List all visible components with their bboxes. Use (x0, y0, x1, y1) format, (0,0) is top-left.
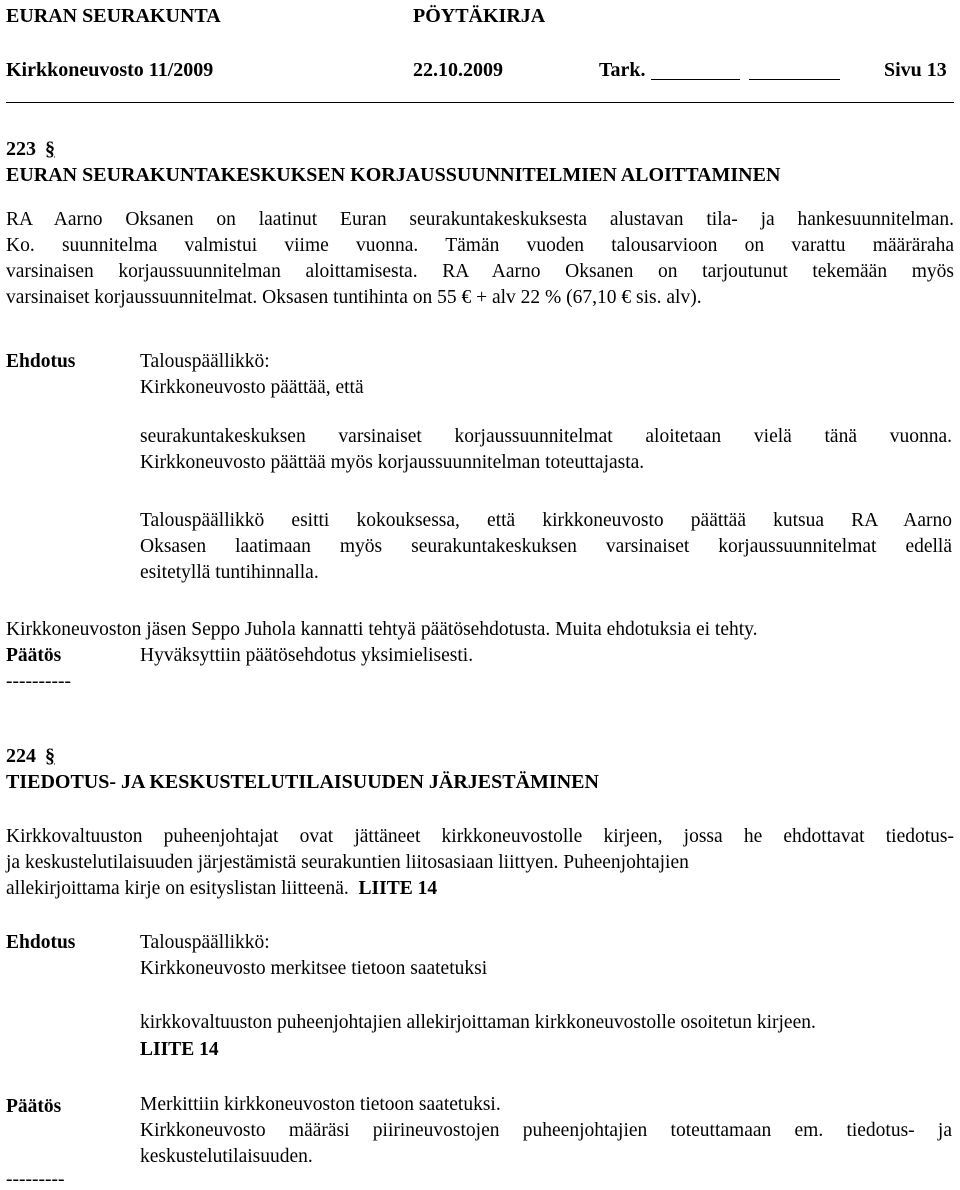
proposal-label: Ehdotus (6, 351, 76, 372)
header-divider (6, 102, 954, 103)
section-number: 223 § (6, 138, 55, 160)
support-text: Kirkkoneuvoston jäsen Seppo Juhola kannatti tehtyä päätösehdotusta. Muita ehdotuksia ei tehty. (6, 619, 758, 640)
org-name: EURAN SEURAKUNTA (6, 5, 221, 27)
page-number: Sivu 13 (884, 59, 947, 81)
doc-type: PÖYTÄKIRJA (413, 5, 546, 27)
proposal-detail: kirkkovaltuuston puheenjohtajien allekirjoittaman kirkkoneuvostolle osoitetun kirjeen. (140, 1012, 816, 1033)
section-number: 224 § (6, 745, 55, 767)
section-separator: --------- (6, 1169, 65, 1190)
decision-text: Hyväksyttiin päätösehdotus yksimielisesti. (140, 645, 474, 666)
signature-line-2 (749, 79, 840, 80)
decision-body: Merkittiin kirkkoneuvoston tietoon saatetuksi. Kirkkoneuvosto määräsi piirineuvostojen puheenjohtajien toteuttamaan em. tiedotus- ja keskustelutilaisuuden. (140, 1094, 952, 1167)
meeting-body: Kirkkoneuvosto 11/2009 (6, 59, 214, 81)
proposal-text: Kirkkoneuvosto merkitsee tietoon saatetuksi (140, 958, 488, 979)
proposal-body: seurakuntakeskuksen varsinaiset korjaussuunnitelmat aloitetaan vielä tänä vuonna. Kirkkoneuvosto päättää myös korjaussuunnitelman toteuttajasta. (140, 426, 952, 473)
section-title: TIEDOTUS- JA KESKUSTELUTILAISUUDEN JÄRJESTÄMINEN (6, 771, 599, 793)
proposal-label: Ehdotus (6, 932, 76, 953)
section-intro: Kirkkovaltuuston puheenjohtajat ovat jättäneet kirkkoneuvostolle kirjeen, jossa he ehdottavat tiedotus- ja keskustelutilaisuuden järjestämistä seurakuntien liitosasiaan liittyen. Puheenjohtajien allekirjoittama kirje on esityslistan liitteenä. LIITE 14 (6, 826, 954, 899)
section-title: EURAN SEURAKUNTAKESKUKSEN KORJAUSSUUNNITELMIEN ALOITTAMINEN (6, 164, 781, 186)
decision-label: Päätös (6, 1096, 62, 1117)
amendment-body: Talouspäällikkö esitti kokouksessa, että kirkkoneuvosto päättää kutsua RA Aarno Oksasen laatimaan myös seurakuntakeskuksen varsinaiset korjaussuunnitelmat edellä esitetyllä tuntihinnalla. (140, 510, 952, 583)
meeting-date: 22.10.2009 (413, 59, 503, 81)
signature-line-1 (651, 79, 740, 80)
proposal-by: Talouspäällikkö: (140, 351, 270, 372)
decision-label: Päätös (6, 645, 62, 666)
proposal-text: Kirkkoneuvosto päättää, että (140, 377, 364, 398)
attachment-ref: LIITE 14 (140, 1039, 219, 1060)
proposal-by: Talouspäällikkö: (140, 932, 270, 953)
section-intro: RA Aarno Oksanen on laatinut Euran seurakuntakeskuksesta alustavan tila- ja hankesuunnitelman. Ko. suunnitelma valmistui viime vuonna. Tämän vuoden talousarvioon on varattu määräraha varsinaisen korjaussuunnitelman aloittamisesta. RA Aarno Oksanen on tarjoutunut tekemään myös varsinaiset korjaussuunnitelmat. Oksasen tuntihinta on 55 € + alv 22 % (67,10 € sis. alv). (6, 209, 954, 308)
section-sign: § (45, 138, 55, 160)
section-separator: ---------- (6, 671, 71, 692)
section-sign: § (45, 745, 55, 767)
tark-label: Tark. (599, 59, 646, 81)
attachment-ref: LIITE 14 (358, 878, 438, 899)
